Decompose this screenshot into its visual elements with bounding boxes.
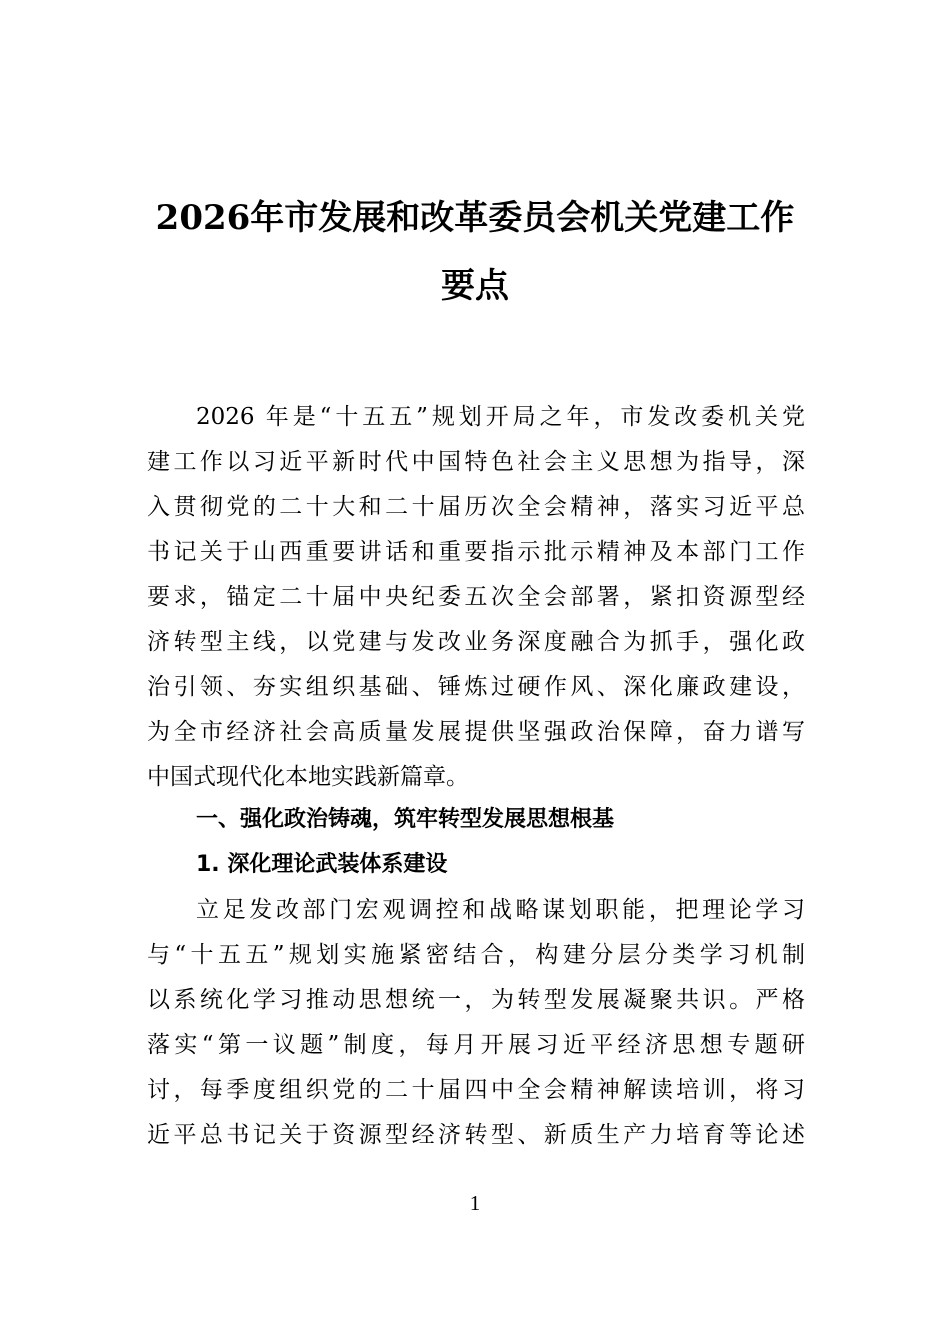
intro-line: 济转型主线，以党建与发改业务深度融合为抓手，强化政 (147, 629, 805, 655)
body-line: 与“十五五”规划实施紧密结合，构建分层分类学习机制 (147, 942, 805, 968)
document-title-line-1: 2026年市发展和改革委员会机关党建工作 (155, 198, 795, 238)
body-line: 落实“第一议题”制度，每月开展习近平经济思想专题研 (147, 1032, 805, 1058)
intro-line: 入贯彻党的二十大和二十届历次全会精神，落实习近平总 (147, 494, 805, 520)
intro-line: 中国式现代化本地实践新篇章。 (147, 764, 469, 790)
section-heading: 一、强化政治铸魂，筑牢转型发展思想根基 (196, 807, 615, 832)
intro-line: 书记关于山西重要讲话和重要指示批示精神及本部门工作 (147, 539, 805, 565)
intro-line: 为全市经济社会高质量发展提供坚强政治保障，奋力谱写 (147, 719, 805, 745)
intro-line: 2026 年是“十五五”规划开局之年，市发改委机关党 (196, 404, 805, 430)
document-title-line-2: 要点 (441, 266, 509, 306)
body-line: 讨，每季度组织党的二十届四中全会精神解读培训，将习 (147, 1077, 805, 1103)
intro-line: 建工作以习近平新时代中国特色社会主义思想为指导，深 (147, 449, 805, 475)
intro-line: 治引领、夯实组织基础、锤炼过硬作风、深化廉政建设， (147, 674, 805, 700)
page-number: 1 (469, 1191, 481, 1215)
body-line: 立足发改部门宏观调控和战略谋划职能，把理论学习 (196, 897, 805, 923)
body-line: 近平总书记关于资源型经济转型、新质生产力培育等论述 (147, 1122, 805, 1148)
body-line: 以系统化学习推动思想统一，为转型发展凝聚共识。严格 (147, 987, 805, 1013)
subsection-heading: 1. 深化理论武装体系建设 (196, 852, 448, 877)
intro-line: 要求，锚定二十届中央纪委五次全会部署，紧扣资源型经 (147, 584, 805, 610)
